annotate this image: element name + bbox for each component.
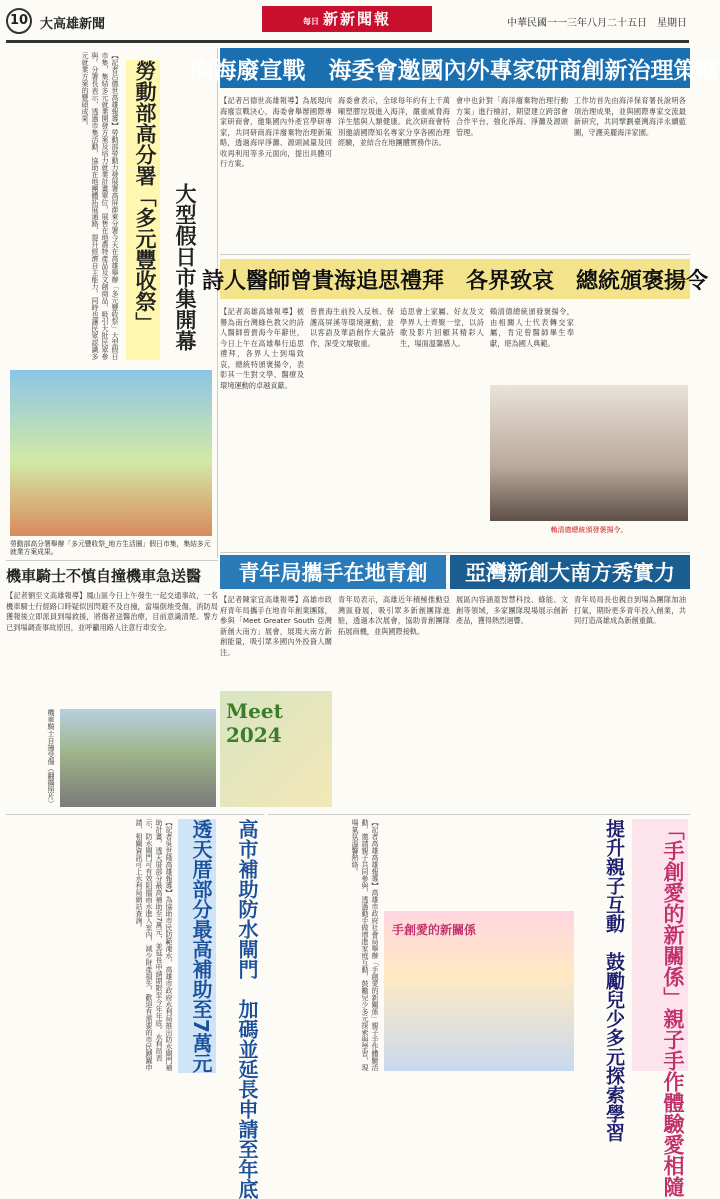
- ocean-title: 向海廢宣戰 海委會邀國內外專家研商創新治理策略: [220, 48, 690, 88]
- labor-title-top: 勞動部高分署「多元豐收祭」: [126, 60, 160, 360]
- labor-body: 【記者呂德世高雄報導】勞動部勞動力發展署高屏澎東分署今天在高雄舉辦「多元豐收祭」大型假日市集，集結多元就業開發方案及培力就業計畫單位，展售在地農特產品及文創商品，吸引大批民眾參與。分署長表示，透過市集活動，協助在地團體拓展通路，提升經濟自主能力，同時也讓民眾認識多元就業方案的豐碩成果。: [81, 52, 119, 360]
- section-name: 大高雄新聞: [40, 17, 106, 32]
- poet-p3: 追思會上家屬、好友及文學界人士齊聚一堂，以詩歌及影片回顧其精彩人生，場面溫馨感人。: [400, 307, 484, 348]
- masthead-logo: [262, 6, 432, 32]
- poet-p2: 曾貴海生前投入反核、保護高屏溪等環境運動，並以客語及華語創作大量詩作，深受文壇敬重。: [310, 307, 394, 348]
- labor-caption: 勞動部高分署舉辦「多元豐收祭_地方生活圈」假日市集，集結多元就業方案成果。: [10, 540, 211, 556]
- youth-photo: [220, 691, 332, 807]
- flood-body: 【記者吳世隆高雄報導】為協助市民防範淹水，高雄市政府水利局推出防水閘門補助計畫，透天厝部分最高補助至7萬元，並延長申請期限至今年年底。水利局表示，防水閘門可有效阻擋雨水進入室內，減少財產損失，歡迎有需要的市民踴躍申請，相關資訊可上水利局網站查詢。: [135, 819, 173, 1071]
- issue-date: 中華民國一一三年八月二十五日 星期日: [507, 18, 687, 29]
- poet-title: 詩人醫師曾貴海追思禮拜 各界致哀 總統頒褒揚令: [220, 259, 690, 299]
- logo-text: 新新聞報: [322, 10, 391, 28]
- header-rule: [6, 40, 689, 43]
- parent-body: 【記者高雄高雄報導】高雄市政府社會局舉辦「手創愛的新關係」親子手作體驗活動，邀請親子共同參與，透過動手做增進家庭互動，鼓勵兒少多元探索與學習，現場氣氛溫馨熱絡。: [351, 819, 379, 1071]
- parent-title-left: 提升親子互動 鼓勵兒少多元探索學習: [603, 819, 625, 1142]
- poet-caption: 賴清德總統頒發褒揚令。: [550, 526, 628, 534]
- parent-title-right: 「手創愛的新關係」親子手作體驗愛相隨: [632, 819, 688, 1071]
- moto-body: 【記者劉至文高雄報導】鳳山區今日上午發生一起交通事故，一名機車騎士行經路口時疑似因閃避不及自撞，當場倒地受傷，消防局獲報後立即派員到場救援，將傷者送醫治療，目前意識清楚。警方已到場調查事故原因，並呼籲用路人注意行車安全。: [6, 591, 218, 632]
- parent-photo: [384, 911, 574, 1071]
- moto-article: [6, 560, 218, 810]
- flood-title-top: 高市補助防水閘門 加碼並延長申請至年底: [235, 819, 259, 1199]
- page-header: [0, 0, 695, 44]
- youth-photo-text: Meet 2024: [226, 699, 283, 747]
- ocean-p2: 海委會表示，全球每年約有上千萬噸塑膠垃圾進入海洋，嚴重威脅海洋生態與人類健康。此次研商會特別邀請國際知名專家分享各國治理經驗，並結合在地團體實務作法。: [338, 96, 450, 147]
- poet-article: [202, 254, 709, 548]
- youth-article: [220, 552, 690, 810]
- labor-title-bottom: 大型假日市集開幕: [173, 183, 197, 351]
- poet-p1: 【記者高雄高雄報導】被譽為南台灣綠色教父的詩人醫師曾貴海今年辭世，今日上午在高雄舉行追思禮拜，各界人士到場致哀，總統特頒褒揚令，表彰其一生對文學、醫療及環境運動的卓越貢獻。: [220, 307, 304, 390]
- moto-title: 機車騎士不慎自撞機車急送醫: [6, 567, 202, 585]
- page-number: 10: [6, 8, 32, 34]
- youth-p4: 青年局局長也親自到場為團隊加油打氣，期盼更多青年投入創業，共同打造高雄成為新創重鎮。: [574, 595, 686, 625]
- labor-article: [6, 48, 218, 558]
- ocean-p3: 會中也針對「海洋廢棄物治理行動方案」進行檢討，期望建立跨部會合作平台，強化淨海、淨灘及源頭管理。: [456, 96, 568, 137]
- moto-caption: 機車騎士自撞受傷（翻攝照片）: [47, 709, 55, 807]
- youth-title-right: 亞灣新創大南方秀實力: [450, 555, 690, 589]
- logo-small: 每日: [302, 16, 319, 26]
- poet-photo: [490, 385, 688, 521]
- parent-photo-sign: 手創愛的新關係: [392, 923, 477, 937]
- youth-title-left: 青年局攜手在地青創: [220, 555, 446, 589]
- flood-article: [6, 814, 264, 1199]
- ocean-p4: 工作坊首先由海洋保育署長說明各項治理成果，並與國際專家交流最新研究，共同擘劃臺灣海洋永續藍圖，守護美麗海洋家園。: [574, 96, 686, 137]
- labor-photo: [10, 370, 212, 536]
- youth-p1: 【記者陳家宜高雄報導】高雄市政府青年局攜手在地青年創業團隊，參與「Meet Greater South 亞灣新創大南方」展會，展現大南方新創能量，吸引眾多國內外投資人關注。: [220, 595, 332, 657]
- poet-p4: 賴清德總統頒發褒揚令，由相關人士代表轉交家屬，肯定曾醫師畢生奉獻，堪為國人典範。: [490, 307, 574, 348]
- ocean-article: [190, 48, 720, 248]
- youth-p3: 展區內容涵蓋智慧科技、綠能、文創等領域，多家團隊現場展示創新產品，獲得熱烈迴響。: [456, 595, 568, 625]
- flood-title-sub: 透天厝部分最高補助至7萬元: [178, 819, 216, 1073]
- moto-photo: [60, 709, 216, 807]
- parent-article: [268, 814, 690, 1197]
- youth-p2: 青年局表示，高雄近年積極推動亞灣區發展，吸引眾多新創團隊進駐，透過本次展會，協助青創團隊拓展商機，並與國際接軌。: [338, 595, 450, 636]
- ocean-p1: 【記者呂德世高雄報導】為展現向海廢宣戰決心，海委會舉辦國際專家研商會，邀集國內外產官學研專家，共同研商海洋廢棄物治理新策略，透過海岸淨灘、源頭減量及回收再利用等多元面向，提出具體可行方案。: [220, 96, 332, 168]
